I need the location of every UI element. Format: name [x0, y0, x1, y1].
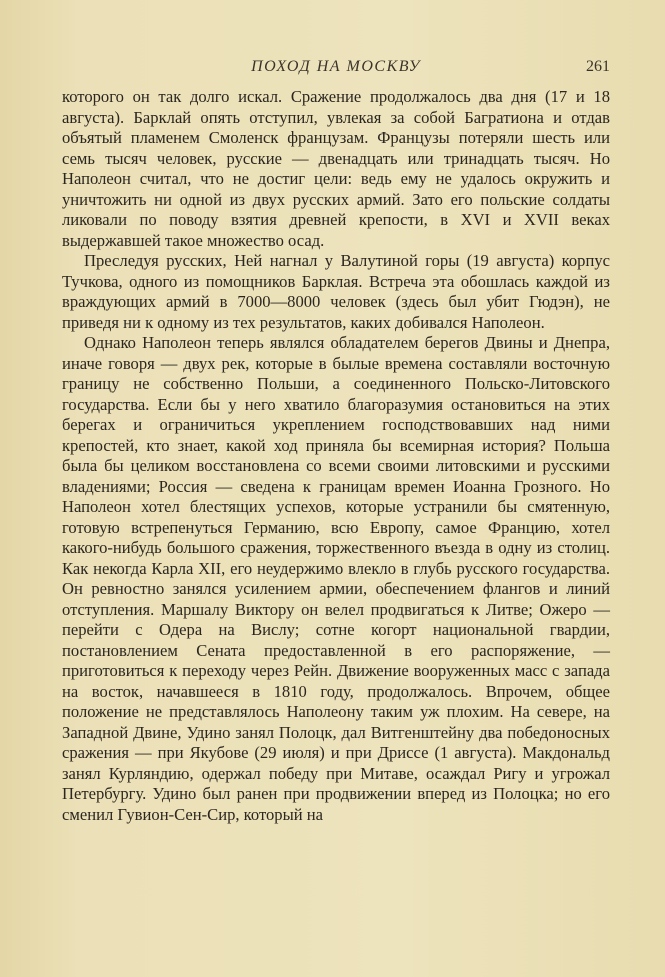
- page-number: 261: [586, 58, 610, 75]
- paragraph: которого он так долго искал. Сражение продолжалось два дня (17 и 18 августа). Барклай опять отступил, увлекая за собой Багратиона и отдав объятый пламенем Смоленск французам. Французы потеряли шесть или семь тысяч человек, русские — двенадцать или тринадцать тысяч. Но Наполеон считал, что не достиг цели: ведь ему не удалось окружить и уничтожить ни одной из двух русских армий. Зато его польские солдаты ликовали по поводу взятия древней крепости, в XVI и XVII веках выдержавшей такое множество осад.: [62, 87, 610, 250]
- paragraph: Однако Наполеон теперь являлся обладателем берегов Двины и Днепра, иначе говоря — двух рек, которые в былые времена составляли восточную границу не собственно Польши, а соединенного Польско-Литовского государства. Если бы у него хватило благоразумия остановиться на этих берегах и ограничиться укреплением господствовавших над ними крепостей, кто знает, какой ход приняла бы всемирная история? Польша была бы целиком восстановлена со всеми своими литовскими и русскими владениями; Россия — сведена к границам времен Иоанна Грозного. Но Наполеон хотел блестящих успехов, которые устранили бы смятенную, готовую встрепенуться Германию, всю Европу, самое Францию, хотел какого-нибудь большого сражения, торжественного въезда в одну из столиц. Как некогда Карла XII, его неудержимо влекло в глубь русского государства. Он ревностно занялся усилением армии, обеспечением флангов и линий отступления. Маршалу Виктору он велел продвигаться к Литве; Ожеро — перейти с Одера на Вислу; сотне когорт национальной гвардии, постановлением Сената предоставленной в его распоряжение, — приготовиться к переходу через Рейн. Движение вооруженных масс с запада на восток, начавшееся в 1810 году, продолжалось. Впрочем, общее положение не представлялось Наполеону таким уж плохим. На севере, на Западной Двине, Удино занял Полоцк, дал Витгенштейну два победоносных сражения — при Якубове (29 июля) и при Дриссе (1 августа). Макдональд занял Курляндию, одержал победу при Митаве, осаждал Ригу и угрожал Петербургу. Удино был ранен при продвижении вперед из Полоцка; но его сменил Гувион-Сен-Сир, который на: [62, 333, 610, 824]
- running-title: ПОХОД НА МОСКВУ: [251, 58, 421, 75]
- body-text: [62, 87, 610, 825]
- paragraph: Преследуя русских, Ней нагнал у Валутиной горы (19 августа) корпус Тучкова, одного из помощников Барклая. Встреча эта обошлась каждой из враждующих армий в 7000—8000 человек (здесь был убит Гюдэн), не приведя ни к одному из тех результатов, каких добивался Наполеон.: [62, 251, 610, 332]
- page-header: [62, 58, 610, 82]
